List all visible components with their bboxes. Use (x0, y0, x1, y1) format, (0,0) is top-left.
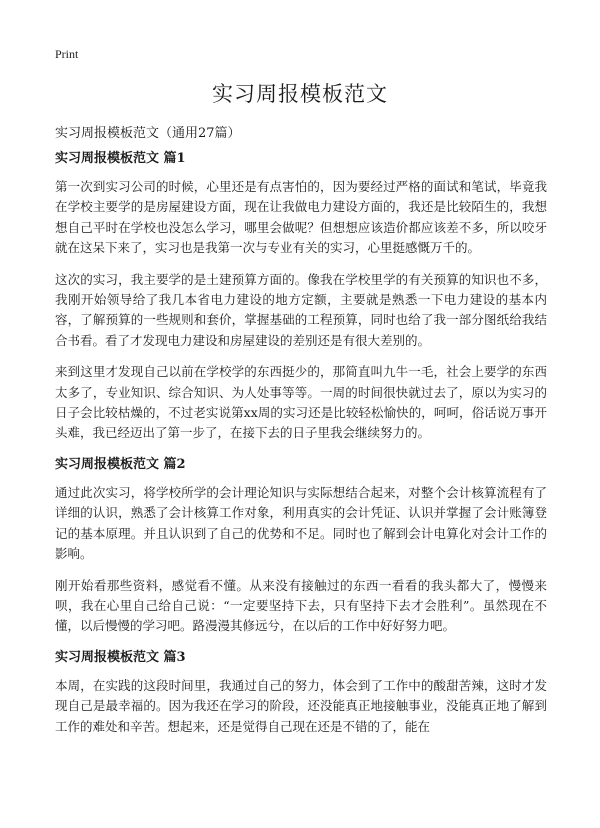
paragraph: 本周，在实践的这段时间里，我通过自己的努力，体会到了工作中的酸甜苦辣，这时才发现自己是最幸福的。因为我还在学习的阶段，还没能真正地接触事业，没能真正地了解到工作的难处和辛苦。想起来，还是觉得自己现在还是不错的了，能在 (55, 677, 547, 734)
paragraph: 通过此次实习，将学校所学的会计理论知识与实际想结合起来，对整个会计核算流程有了详细的认识，熟悉了会计核算工作对象，利用真实的会计凭证、认识并掌握了会计账簿登记的基本原理。并且认识到了自己的优势和不足。同时也了解到会计电算化对会计工作的影响。 (55, 484, 547, 562)
article-section-3 (55, 648, 547, 737)
section-heading: 实习周报模板范文 篇2 (55, 456, 186, 472)
paragraph: 来到这里才发现自己以前在学校学的东西挺少的，那简直叫九牛一毛，社会上要学的东西太多了，专业知识、综合知识、为人处事等等。一周的时间很快就过去了，原以为实习的日子会比较枯燥的，不过老实说第xx周的实习还是比较轻松愉快的，呵呵，俗话说万事开头难，我已经迈出了第一步了，在接下去的日子里我会继续努力的。 (55, 364, 547, 441)
paragraph: 刚开始看那些资料，感觉看不懂。从来没有接触过的东西一看看的我头都大了，慢慢来呗，我在心里自己给自己说：“一定要坚持下去，只有坚持下去才会胜利”。虽然现在不懂，以后慢慢的学习吧。路漫漫其修远兮，在以后的工作中好好努力吧。 (55, 577, 547, 634)
article-section-2 (55, 455, 547, 637)
section-heading: 实习周报模板范文 篇1 (55, 151, 186, 166)
document-body (55, 149, 547, 748)
paragraph: 这次的实习，我主要学的是土建预算方面的。像我在学校里学的有关预算的知识也不多，我刚开始领导给了我几本省电力建设的地方定额，主要就是熟悉一下电力建设的基本内容，了解预算的一些规则和套价，掌握基础的工程预算，同时也给了我一部分图纸给我结合书看。看了才发现电力建设和房屋建设的差别还是有很大差别的。 (55, 271, 547, 348)
section-heading: 实习周报模板范文 篇3 (55, 649, 186, 665)
print-link[interactable]: Print (55, 47, 79, 61)
page-title: 实习周报模板范文 (212, 82, 388, 106)
document-subtitle: 实习周报模板范文（通用27篇） (55, 126, 241, 141)
paragraph: 第一次到实习公司的时候，心里还是有点害怕的，因为要经过严格的面试和笔试，毕竟我在学校主要学的是房屋建设方面，现在让我做电力建设方面的，我还是比较陌生的，我想想自己平时在学校也没怎么学习，哪里会做呢？但想想应该造价都应该差不多，所以咬牙就在这呆下来了，实习也是我第一次与专业有关的实习，心里挺感慨万千的。 (55, 179, 547, 256)
article-section-1 (55, 149, 547, 444)
